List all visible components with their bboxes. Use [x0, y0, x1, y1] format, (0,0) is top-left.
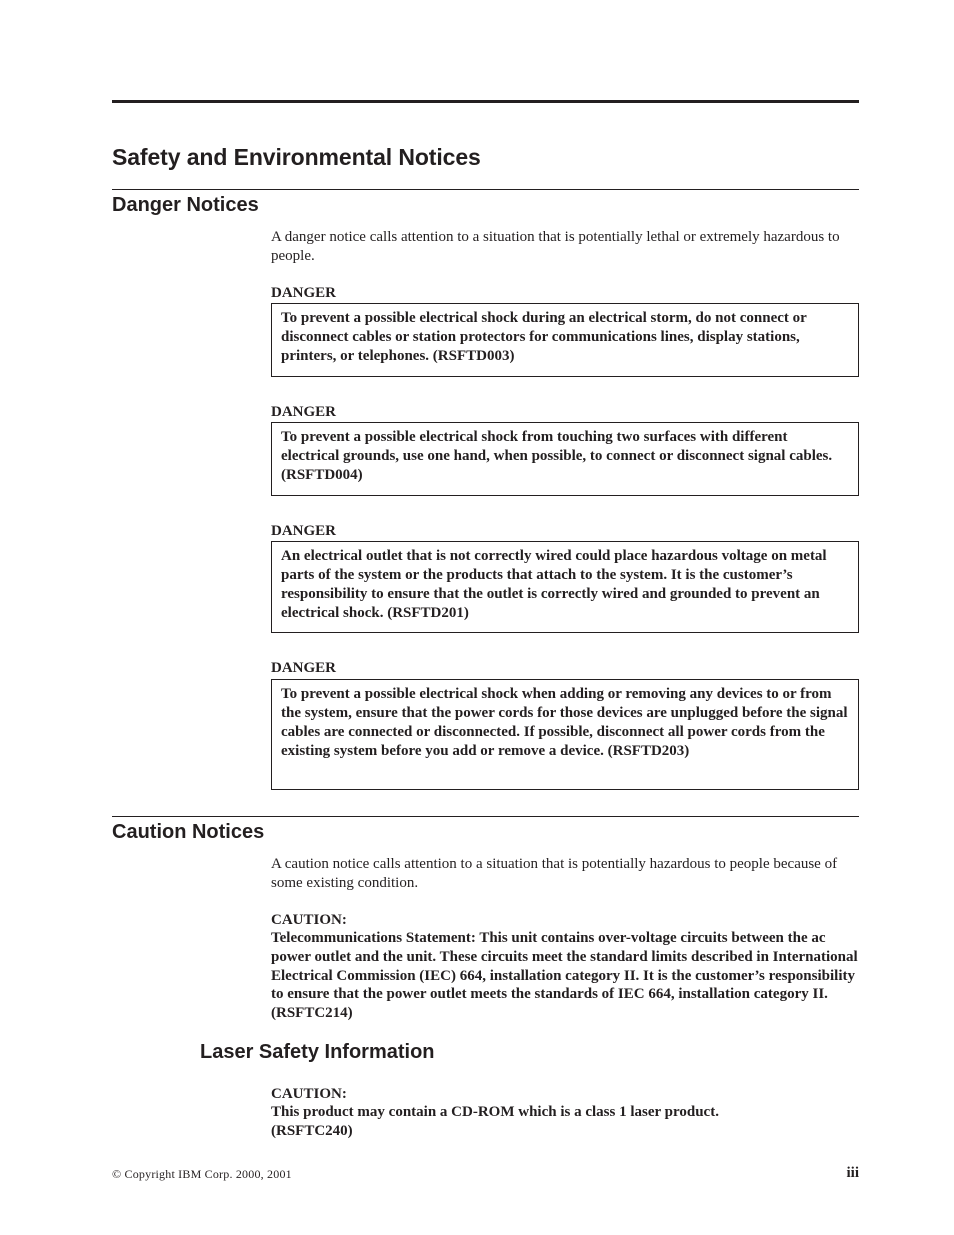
danger-notices-heading: Danger Notices: [112, 194, 259, 216]
caution-label: CAUTION:: [271, 912, 347, 928]
danger-notice-box-4: [271, 679, 859, 790]
danger-label-3: DANGER: [271, 523, 337, 539]
caution-notices-heading: Caution Notices: [112, 821, 265, 843]
danger-label-2: DANGER: [271, 404, 337, 420]
danger-label-1: DANGER: [271, 285, 337, 301]
danger-notice-box-3: [271, 541, 859, 633]
section-divider-caution: [112, 816, 859, 817]
copyright-notice: © Copyright IBM Corp. 2000, 2001: [112, 1167, 292, 1181]
danger-notice-box-1: [271, 303, 859, 377]
caution-notice-text: Telecommunications Statement: This unit contains over-voltage circuits between the ac power outlet and the unit. These circuits meet the standard limits described in International Electrical Commission (IEC) 664, installation category II. It is the customer’s responsibility to ensure that the power outlet meets the standards of IEC 664, installation category II. (RSFTC214): [271, 930, 858, 1022]
danger-intro: A danger notice calls attention to a situation that is potentially lethal or extremely hazardous to people.: [271, 229, 840, 264]
laser-safety-heading: Laser Safety Information: [200, 1041, 435, 1063]
laser-caution-label: CAUTION:: [271, 1086, 347, 1102]
top-rule: [112, 100, 859, 103]
danger-notice-text-2: To prevent a possible electrical shock from touching two surfaces with different electrical grounds, use one hand, when possible, to connect or disconnect signal cables. (RSFTD004): [281, 429, 833, 483]
section-divider-danger: [112, 189, 859, 190]
page-title: Safety and Environmental Notices: [112, 144, 481, 170]
laser-caution-text: This product may contain a CD-ROM which is a class 1 laser product. (RSFTC240): [271, 1104, 719, 1139]
danger-notice-text-3: An electrical outlet that is not correctly wired could place hazardous voltage on metal parts of the system or the products that attach to the system. It is the customer’s responsibility to ensure that the outlet is correctly wired and grounded to prevent an electrical shock. (RSFTD201): [281, 548, 827, 621]
caution-intro: A caution notice calls attention to a situation that is potentially hazardous to people because of some existing condition.: [271, 856, 838, 891]
danger-notice-text-1: To prevent a possible electrical shock during an electrical storm, do not connect or disconnect cables or station protectors for communications lines, display stations, printers, or telephones. (RSFTD003): [281, 310, 807, 364]
page-number: iii: [846, 1165, 859, 1181]
danger-notice-box-2: [271, 422, 859, 496]
danger-notice-text-4: To prevent a possible electrical shock when adding or removing any devices to or from the system, ensure that the power cords for those devices are unplugged before the signal cables are connected or disconnected. If possible, disconnect all power cords from the existing system before you add or remove a device. (RSFTD203): [281, 686, 848, 759]
danger-label-4: DANGER: [271, 660, 337, 676]
